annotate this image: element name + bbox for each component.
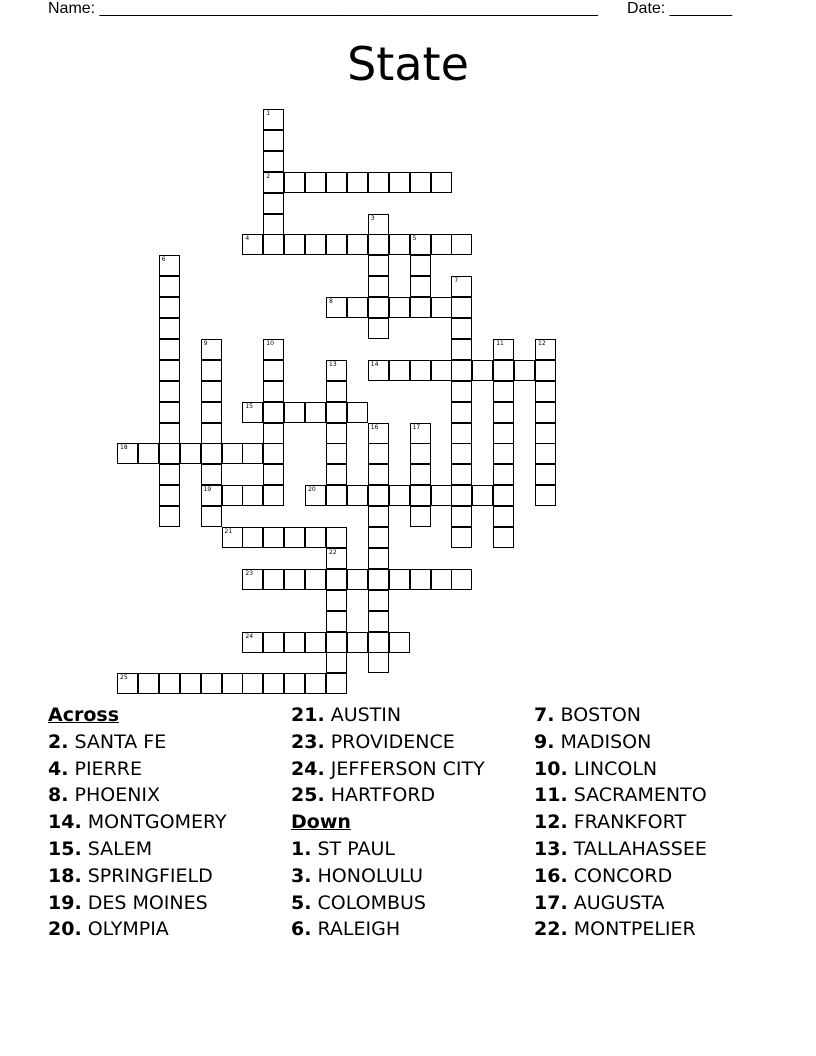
grid-cell[interactable]: [326, 360, 347, 381]
grid-cell[interactable]: [535, 464, 556, 485]
clue-down-12: 12. FRANKFORT: [534, 811, 687, 834]
grid-cell[interactable]: [201, 339, 222, 360]
down-heading: Down: [291, 811, 351, 834]
grid-cell[interactable]: [451, 339, 472, 360]
grid-cell[interactable]: [159, 506, 180, 527]
grid-cell[interactable]: [242, 673, 263, 694]
grid-cell[interactable]: [326, 590, 347, 611]
clue-down-3: 3. HONOLULU: [291, 864, 424, 887]
clue-number: 15: [245, 402, 254, 410]
grid-cell[interactable]: [180, 673, 201, 694]
grid-cell[interactable]: [535, 381, 556, 402]
grid-cell[interactable]: [347, 569, 368, 590]
clue-number: 25: [120, 674, 128, 682]
grid-cell[interactable]: [201, 464, 222, 485]
clue-down-7: 7. BOSTON: [534, 704, 641, 726]
clue-number: 11: [496, 339, 504, 347]
grid-cell[interactable]: [263, 485, 284, 506]
clue-across-19: 19. DES MOINES: [48, 891, 208, 914]
grid-cell[interactable]: [451, 423, 472, 444]
grid-cell[interactable]: [326, 632, 347, 653]
clue-across-2: 2. SANTA FE: [48, 730, 167, 753]
grid-cell[interactable]: [326, 485, 347, 506]
grid-cell[interactable]: [451, 276, 472, 297]
clue-number: 22: [329, 548, 337, 556]
clue-across-25: 25. HARTFORD: [291, 784, 436, 807]
clue-number: 9: [203, 339, 208, 347]
grid-cell[interactable]: [263, 402, 284, 423]
grid-cell[interactable]: [201, 506, 222, 527]
grid-cell[interactable]: [284, 632, 305, 653]
grid-cell[interactable]: [451, 360, 472, 381]
grid-cell[interactable]: [117, 673, 138, 694]
grid-cell[interactable]: [451, 234, 472, 255]
name-field[interactable]: Name: ________________________________________________________: [48, 0, 598, 17]
grid-cell[interactable]: [472, 485, 493, 506]
grid-cell[interactable]: [410, 464, 431, 485]
clue-number: 5: [412, 235, 417, 243]
clue-number: 6: [161, 256, 166, 264]
grid-cell[interactable]: [222, 443, 243, 464]
grid-cell[interactable]: [431, 297, 452, 318]
grid-cell[interactable]: [180, 443, 201, 464]
grid-cell[interactable]: [326, 423, 347, 444]
grid-cell[interactable]: [410, 172, 431, 193]
grid-cell[interactable]: [535, 402, 556, 423]
grid-cell[interactable]: [347, 485, 368, 506]
grid-cell[interactable]: [263, 193, 284, 214]
grid-cell[interactable]: [159, 339, 180, 360]
grid-cell[interactable]: [410, 297, 431, 318]
clue-number: 13: [329, 360, 337, 368]
clue-down-6: 6. RALEIGH: [291, 918, 401, 941]
clue-down-5: 5. COLOMBUS: [291, 891, 426, 914]
clue-down-16: 16. CONCORD: [534, 864, 673, 887]
grid-cell[interactable]: [242, 402, 263, 423]
grid-cell[interactable]: [284, 527, 305, 548]
grid-cell[interactable]: [242, 569, 263, 590]
grid-cell[interactable]: [263, 172, 284, 193]
grid-cell[interactable]: [347, 297, 368, 318]
grid-cell[interactable]: [410, 423, 431, 444]
grid-cell[interactable]: [368, 464, 389, 485]
grid-cell[interactable]: [305, 527, 326, 548]
grid-cell[interactable]: [242, 443, 263, 464]
clue-number: 8: [329, 298, 333, 306]
grid-cell[interactable]: [326, 548, 347, 569]
grid-cell[interactable]: [410, 443, 431, 464]
grid-cell[interactable]: [368, 255, 389, 276]
grid-cell[interactable]: [451, 569, 472, 590]
grid-cell[interactable]: [493, 443, 514, 464]
grid-cell[interactable]: [368, 652, 389, 673]
clue-number: 23: [245, 569, 254, 577]
grid-cell[interactable]: [431, 569, 452, 590]
grid-cell[interactable]: [535, 423, 556, 444]
grid-cell[interactable]: [305, 485, 326, 506]
grid-cell[interactable]: [159, 318, 180, 339]
clue-across-23: 23. PROVIDENCE: [291, 730, 455, 753]
clue-across-4: 4. PIERRE: [48, 757, 142, 780]
grid-cell[interactable]: [493, 402, 514, 423]
grid-cell[interactable]: [535, 485, 556, 506]
clue-across-14: 14. MONTGOMERY: [48, 811, 227, 834]
grid-cell[interactable]: [201, 402, 222, 423]
grid-cell[interactable]: [410, 569, 431, 590]
grid-cell[interactable]: [326, 234, 347, 255]
grid-cell[interactable]: [368, 297, 389, 318]
grid-cell[interactable]: [263, 381, 284, 402]
clue-down-1: 1. ST PAUL: [291, 837, 395, 860]
grid-cell[interactable]: [305, 172, 326, 193]
grid-cell[interactable]: [159, 423, 180, 444]
across-heading: Across: [48, 704, 120, 726]
grid-cell[interactable]: [431, 234, 452, 255]
grid-cell[interactable]: [222, 527, 243, 548]
grid-cell[interactable]: [159, 464, 180, 485]
grid-cell[interactable]: [451, 527, 472, 548]
grid-cell[interactable]: [326, 402, 347, 423]
clue-number: 12: [538, 339, 546, 347]
grid-cell[interactable]: [431, 172, 452, 193]
grid-cell[interactable]: [368, 611, 389, 632]
clue-across-15: 15. SALEM: [48, 837, 153, 860]
clues-column-3: [534, 702, 707, 943]
grid-cell[interactable]: [159, 402, 180, 423]
clue-across-21: 21. AUSTIN: [291, 704, 402, 726]
grid-cell[interactable]: [263, 443, 284, 464]
grid-cell[interactable]: [431, 485, 452, 506]
grid-cell[interactable]: [242, 485, 263, 506]
grid-cell[interactable]: [368, 234, 389, 255]
grid-cell[interactable]: [493, 506, 514, 527]
grid-cell[interactable]: [493, 527, 514, 548]
grid-cell[interactable]: [159, 443, 180, 464]
clue-number: 19: [203, 486, 212, 494]
clue-number: 18: [120, 444, 128, 452]
grid-cell[interactable]: [305, 234, 326, 255]
grid-cell[interactable]: [535, 443, 556, 464]
grid-cell[interactable]: [305, 402, 326, 423]
grid-cell[interactable]: [284, 172, 305, 193]
clue-number: 3: [370, 214, 375, 222]
clue-number: 2: [266, 172, 271, 180]
clue-down-17: 17. AUGUSTA: [534, 891, 665, 914]
grid-cell[interactable]: [263, 360, 284, 381]
grid-cell[interactable]: [159, 276, 180, 297]
grid-cell[interactable]: [493, 464, 514, 485]
grid-cell[interactable]: [159, 360, 180, 381]
grid-cell[interactable]: [326, 673, 347, 694]
clue-across-8: 8. PHOENIX: [48, 784, 161, 807]
grid-cell[interactable]: [410, 255, 431, 276]
grid-cell[interactable]: [326, 611, 347, 632]
grid-cell[interactable]: [493, 360, 514, 381]
clue-across-24: 24. JEFFERSON CITY: [291, 757, 485, 780]
grid-cell[interactable]: [263, 569, 284, 590]
grid-cell[interactable]: [389, 234, 410, 255]
grid-cell[interactable]: [451, 464, 472, 485]
grid-cell[interactable]: [451, 485, 472, 506]
clue-across-20: 20. OLYMPIA: [48, 918, 169, 941]
clue-down-22: 22. MONTPELIER: [534, 918, 696, 941]
grid-cell[interactable]: [159, 485, 180, 506]
grid-cell[interactable]: [368, 632, 389, 653]
grid-cell[interactable]: [263, 464, 284, 485]
grid-cell[interactable]: [451, 381, 472, 402]
grid-cell[interactable]: [410, 234, 431, 255]
grid-cell[interactable]: [451, 297, 472, 318]
clue-down-9: 9. MADISON: [534, 730, 652, 753]
grid-cell[interactable]: [389, 485, 410, 506]
grid-cell[interactable]: [347, 402, 368, 423]
clue-down-10: 10. LINCOLN: [534, 757, 658, 780]
grid-cell[interactable]: [368, 360, 389, 381]
grid-cell[interactable]: [535, 339, 556, 360]
grid-cell[interactable]: [451, 506, 472, 527]
grid-cell[interactable]: [514, 360, 535, 381]
grid-cell[interactable]: [159, 255, 180, 276]
grid-cell[interactable]: [159, 297, 180, 318]
grid-cell[interactable]: [305, 569, 326, 590]
clue-number: 20: [308, 486, 316, 494]
grid-cell[interactable]: [326, 652, 347, 673]
grid-cell[interactable]: [326, 464, 347, 485]
grid-cell[interactable]: [263, 109, 284, 130]
grid-cell[interactable]: [326, 381, 347, 402]
grid-cell[interactable]: [305, 673, 326, 694]
grid-cell[interactable]: [389, 360, 410, 381]
grid-cell[interactable]: [368, 276, 389, 297]
grid-cell[interactable]: [201, 673, 222, 694]
grid-cell[interactable]: [389, 172, 410, 193]
grid-cell[interactable]: [326, 297, 347, 318]
grid-cell[interactable]: [389, 632, 410, 653]
grid-cell[interactable]: [368, 485, 389, 506]
grid-cell[interactable]: [347, 172, 368, 193]
clue-across-18: 18. SPRINGFIELD: [48, 864, 213, 887]
clue-number: 1: [266, 110, 271, 117]
grid-cell[interactable]: [326, 443, 347, 464]
grid-cell[interactable]: [201, 485, 222, 506]
grid-cell[interactable]: [368, 172, 389, 193]
grid-cell[interactable]: [263, 673, 284, 694]
grid-cell[interactable]: [326, 569, 347, 590]
clue-number: 24: [245, 632, 254, 640]
grid-cell[interactable]: [451, 402, 472, 423]
grid-cell[interactable]: [242, 632, 263, 653]
grid-cell[interactable]: [389, 569, 410, 590]
grid-cell[interactable]: [159, 381, 180, 402]
grid-cell[interactable]: [493, 381, 514, 402]
grid-cell[interactable]: [242, 527, 263, 548]
clue-number: 16: [370, 423, 379, 431]
grid-cell[interactable]: [410, 506, 431, 527]
grid-cell[interactable]: [201, 423, 222, 444]
grid-cell[interactable]: [284, 569, 305, 590]
grid-cell[interactable]: [368, 318, 389, 339]
grid-cell[interactable]: [222, 485, 243, 506]
grid-cell[interactable]: [389, 297, 410, 318]
grid-cell[interactable]: [284, 234, 305, 255]
grid-cell[interactable]: [431, 360, 452, 381]
grid-cell[interactable]: [326, 527, 347, 548]
grid-cell[interactable]: [472, 360, 493, 381]
grid-cell[interactable]: [368, 569, 389, 590]
grid-cell[interactable]: [201, 443, 222, 464]
grid-cell[interactable]: [201, 360, 222, 381]
grid-cell[interactable]: [410, 360, 431, 381]
grid-cell[interactable]: [263, 234, 284, 255]
grid-cell[interactable]: [493, 485, 514, 506]
grid-cell[interactable]: [263, 632, 284, 653]
grid-cell[interactable]: [368, 443, 389, 464]
grid-cell[interactable]: [368, 527, 389, 548]
grid-cell[interactable]: [451, 318, 472, 339]
grid-cell[interactable]: [410, 276, 431, 297]
grid-cell[interactable]: [263, 214, 284, 235]
grid-cell[interactable]: [263, 339, 284, 360]
grid-cell[interactable]: [493, 423, 514, 444]
clue-number: 14: [370, 360, 379, 368]
grid-cell[interactable]: [535, 360, 556, 381]
grid-cell[interactable]: [368, 590, 389, 611]
clue-down-11: 11. SACRAMENTO: [534, 784, 707, 807]
grid-cell[interactable]: [138, 443, 159, 464]
grid-cell[interactable]: [263, 423, 284, 444]
grid-cell[interactable]: [368, 214, 389, 235]
grid-cell[interactable]: [347, 234, 368, 255]
grid-cell[interactable]: [242, 234, 263, 255]
grid-cell[interactable]: [222, 673, 243, 694]
clues-column-1: [48, 702, 227, 943]
clue-number: 10: [266, 339, 274, 347]
grid-cell[interactable]: [451, 443, 472, 464]
grid-cell[interactable]: [368, 506, 389, 527]
clue-down-13: 13. TALLAHASSEE: [534, 837, 707, 860]
grid-cell[interactable]: [368, 548, 389, 569]
grid-cell[interactable]: [410, 485, 431, 506]
clue-number: 7: [454, 277, 459, 285]
grid-cell[interactable]: [347, 632, 368, 653]
clue-number: 21: [224, 528, 233, 535]
grid-cell[interactable]: [284, 402, 305, 423]
grid-cell[interactable]: [305, 632, 326, 653]
page-title: State: [347, 37, 469, 91]
clue-number: 4: [245, 235, 250, 243]
grid-cell[interactable]: [263, 151, 284, 172]
grid-cell[interactable]: [159, 673, 180, 694]
grid-cell[interactable]: [138, 673, 159, 694]
clues-column-2: [291, 702, 485, 943]
grid-cell[interactable]: [284, 673, 305, 694]
date-field[interactable]: Date: _______: [627, 0, 732, 17]
grid-cell[interactable]: [493, 339, 514, 360]
grid-cell[interactable]: [326, 172, 347, 193]
grid-cell[interactable]: [117, 443, 138, 464]
grid-cell[interactable]: [263, 527, 284, 548]
grid-cell[interactable]: [263, 130, 284, 151]
grid-cell[interactable]: [201, 381, 222, 402]
clue-number: 17: [412, 423, 421, 431]
grid-cell[interactable]: [368, 423, 389, 444]
